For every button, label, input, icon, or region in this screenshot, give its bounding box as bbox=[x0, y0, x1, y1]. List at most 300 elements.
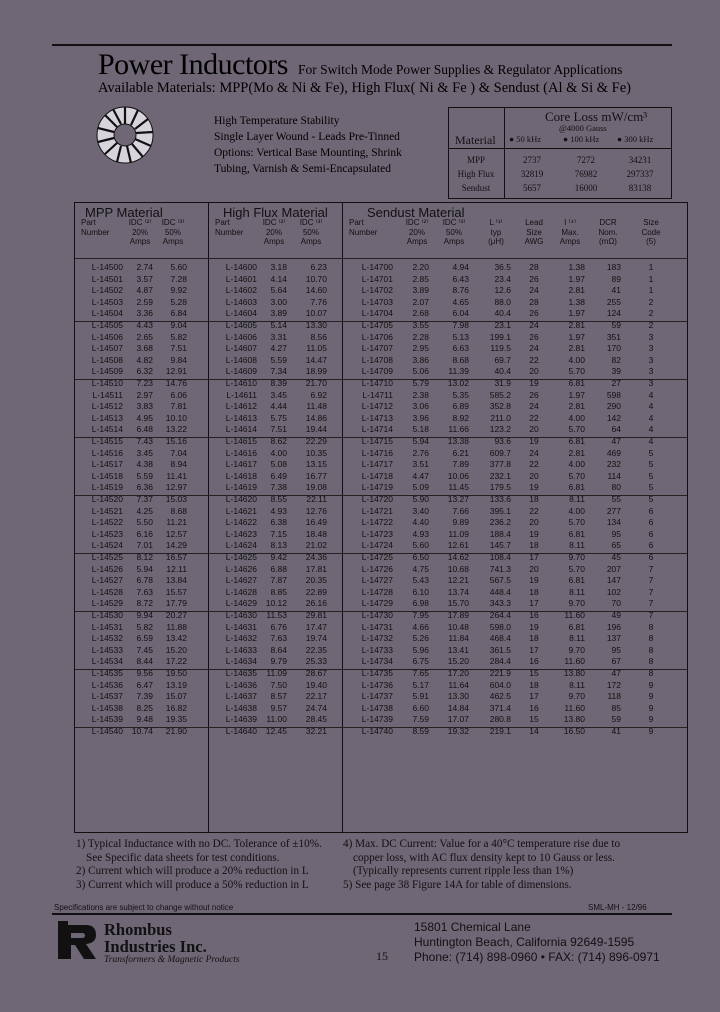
cell-sd-idc20: 5.91 bbox=[412, 691, 429, 702]
col-header-line: DCR bbox=[599, 218, 617, 227]
cell-inductance: 236.2 bbox=[489, 517, 511, 528]
cell-inductance: 585.2 bbox=[489, 389, 511, 400]
cell-mpp-idc20: 8.44 bbox=[136, 656, 153, 667]
cell-size-code: 1 bbox=[648, 285, 654, 296]
cell-dcr: 55 bbox=[611, 494, 621, 504]
cell-hf-idc20: 7.87 bbox=[270, 575, 287, 586]
cell-dcr: 207 bbox=[606, 563, 621, 574]
cell-dcr: 598 bbox=[606, 389, 621, 400]
cell-mpp-idc20: 4.87 bbox=[136, 285, 153, 296]
cell-mpp-idc20: 4.43 bbox=[136, 320, 153, 330]
cell-hf-idc50: 11.05 bbox=[306, 343, 327, 354]
cell-hf-idc20: 8.13 bbox=[270, 540, 287, 551]
cell-mpp-part: L-14510 bbox=[91, 378, 123, 388]
col-header-line: Amps bbox=[300, 237, 322, 246]
cell-size-code: 5 bbox=[648, 459, 654, 470]
cell-sd-part: L-14739 bbox=[361, 714, 393, 725]
cell-dcr: 82 bbox=[611, 354, 621, 365]
cell-sd-part: L-14700 bbox=[361, 262, 393, 272]
cell-mpp-part: L-14524 bbox=[91, 540, 123, 551]
cell-hf-idc50: 12.76 bbox=[305, 505, 327, 516]
footnote: See Specific data sheets for test conditions. bbox=[86, 851, 280, 864]
cell-mpp-part: L-14505 bbox=[91, 320, 123, 330]
cell-dcr: 47 bbox=[611, 436, 621, 446]
cell-lead-awg: 24 bbox=[529, 447, 539, 458]
cell-max-amps: 1.97 bbox=[568, 331, 585, 342]
cell-max-amps: 1.38 bbox=[568, 296, 585, 307]
feature-list bbox=[214, 113, 402, 177]
cell-mpp-idc20: 5.82 bbox=[136, 621, 153, 632]
cell-hf-idc50: 10.07 bbox=[305, 308, 327, 319]
cell-mpp-part: L-14538 bbox=[91, 702, 123, 713]
top-rule bbox=[52, 44, 672, 46]
cell-hf-idc50: 22.11 bbox=[306, 494, 327, 504]
company-address bbox=[414, 920, 660, 965]
cell-sd-idc20: 8.59 bbox=[412, 726, 429, 736]
cell-sd-part: L-14734 bbox=[361, 656, 393, 667]
cell-hf-idc50: 19.40 bbox=[305, 679, 327, 690]
cell-mpp-part: L-14528 bbox=[91, 586, 123, 597]
cell-hf-part: L-14613 bbox=[225, 412, 257, 423]
cell-sd-idc50: 11.66 bbox=[448, 424, 469, 435]
feature-item: Tubing, Varnish & Semi-Encapsulated bbox=[214, 163, 391, 175]
cell-max-amps: 2.81 bbox=[568, 320, 585, 330]
cell-lead-awg: 18 bbox=[529, 679, 539, 690]
cell-hf-idc20: 5.14 bbox=[270, 320, 287, 330]
cell-lead-awg: 22 bbox=[529, 459, 539, 470]
cell-hf-idc20: 4.44 bbox=[270, 401, 287, 412]
cell-sd-idc50: 13.38 bbox=[447, 436, 469, 446]
col-header-line: (5) bbox=[646, 237, 656, 246]
page-title bbox=[98, 48, 622, 82]
col-header-line: IDC ⁽³⁾ bbox=[442, 218, 466, 227]
cell-mpp-idc20: 2.65 bbox=[136, 331, 153, 342]
cell-hf-idc50: 18.48 bbox=[305, 528, 327, 539]
cell-mpp-idc50: 9.04 bbox=[170, 320, 187, 330]
cell-hf-idc20: 3.45 bbox=[270, 389, 287, 400]
cell-sd-idc20: 5.43 bbox=[412, 575, 429, 586]
cell-mpp-part: L-14514 bbox=[91, 424, 123, 435]
cell-mpp-idc50: 11.41 bbox=[166, 470, 187, 481]
cell-max-amps: 2.81 bbox=[568, 285, 585, 296]
cell-dcr: 232 bbox=[606, 459, 621, 470]
col-header-idc-20 bbox=[255, 218, 293, 247]
cell-hf-idc20: 9.79 bbox=[270, 656, 287, 667]
core-loss-row bbox=[449, 182, 671, 194]
cell-sd-idc50: 15.70 bbox=[447, 598, 469, 609]
cell-sd-idc20: 3.55 bbox=[412, 320, 429, 330]
cell-mpp-idc50: 8.68 bbox=[170, 505, 187, 516]
cell-mpp-idc50: 13.42 bbox=[165, 633, 187, 644]
cell-sd-part: L-14707 bbox=[361, 343, 393, 354]
cell-sd-part: L-14711 bbox=[362, 389, 393, 400]
cell-mpp-part: L-14527 bbox=[91, 575, 123, 586]
cell-mpp-idc20: 2.97 bbox=[136, 389, 153, 400]
cell-lead-awg: 19 bbox=[529, 621, 539, 632]
cell-hf-idc20: 7.34 bbox=[270, 366, 287, 377]
cell-inductance: 133.6 bbox=[489, 494, 511, 504]
cell-mpp-part: L-14513 bbox=[91, 412, 123, 423]
col-header-line: Size bbox=[526, 227, 542, 237]
cell-hf-part: L-14626 bbox=[225, 563, 257, 574]
cell-inductance: 31.9 bbox=[494, 378, 511, 388]
cell-hf-idc20: 4.14 bbox=[270, 273, 287, 284]
cell-hf-idc50: 11.48 bbox=[306, 401, 327, 412]
cell-sd-part: L-14723 bbox=[361, 528, 393, 539]
cell-sd-idc20: 2.76 bbox=[412, 447, 429, 458]
cell-hf-part: L-14625 bbox=[225, 552, 257, 562]
cell-hf-idc50: 10.35 bbox=[305, 447, 327, 458]
cell-lead-awg: 24 bbox=[529, 285, 539, 296]
cell-sd-idc20: 5.94 bbox=[412, 436, 429, 446]
cell-hf-idc50: 16.77 bbox=[305, 470, 327, 481]
cell-hf-idc50: 10.70 bbox=[305, 273, 327, 284]
freq-300khz: ● 300 kHz bbox=[617, 134, 654, 144]
cell-inductance: 343.3 bbox=[489, 598, 511, 609]
cell-hf-part: L-14612 bbox=[225, 401, 257, 412]
cell-hf-idc20: 8.64 bbox=[270, 644, 287, 655]
col-header-line: (μH) bbox=[488, 237, 504, 246]
cell-sd-idc50: 4.94 bbox=[452, 262, 469, 272]
highflux-section-title: High Flux Material bbox=[223, 205, 328, 220]
cell-lead-awg: 19 bbox=[529, 436, 539, 446]
cell-hf-idc50: 7.76 bbox=[310, 296, 327, 307]
cell-sd-idc20: 5.79 bbox=[412, 378, 429, 388]
cell-sd-idc20: 3.40 bbox=[412, 505, 429, 516]
cell-dcr: 27 bbox=[611, 378, 621, 388]
cell-mpp-part: L-14535 bbox=[91, 668, 123, 678]
cell-hf-idc50: 17.47 bbox=[305, 621, 327, 632]
cell-hf-idc20: 7.63 bbox=[270, 633, 287, 644]
cell-sd-idc20: 7.59 bbox=[412, 714, 429, 725]
cell-size-code: 6 bbox=[648, 505, 654, 516]
cell-size-code: 6 bbox=[648, 517, 654, 528]
cell-dcr: 183 bbox=[606, 262, 621, 272]
cell-lead-awg: 19 bbox=[529, 482, 539, 493]
cell-hf-part: L-14617 bbox=[225, 459, 257, 470]
cell-sd-idc50: 19.32 bbox=[447, 726, 469, 736]
cell-mpp-idc20: 9.94 bbox=[136, 610, 153, 620]
cell-sd-idc20: 5.18 bbox=[412, 424, 429, 435]
cell-sd-part: L-14736 bbox=[361, 679, 393, 690]
cell-hf-idc20: 8.57 bbox=[270, 691, 287, 702]
cell-size-code: 7 bbox=[648, 610, 654, 620]
cell-size-code: 2 bbox=[648, 320, 654, 330]
cell-hf-part: L-14630 bbox=[225, 610, 257, 620]
col-header-line: IDC ⁽³⁾ bbox=[299, 218, 323, 227]
cell-hf-part: L-14640 bbox=[225, 726, 257, 736]
cell-hf-part: L-14603 bbox=[225, 296, 257, 307]
cell-mpp-idc50: 5.60 bbox=[170, 262, 187, 272]
cell-size-code: 9 bbox=[648, 714, 654, 725]
col-header-inductance bbox=[475, 218, 517, 247]
cell-sd-idc50: 9.89 bbox=[452, 517, 469, 528]
cell-size-code: 8 bbox=[648, 621, 654, 632]
cell-hf-part: L-14609 bbox=[225, 366, 257, 377]
cell-mpp-idc50: 14.76 bbox=[165, 378, 187, 388]
cell-sd-part: L-14713 bbox=[361, 412, 393, 423]
cell-max-amps: 1.97 bbox=[568, 389, 585, 400]
footnote: 4) Max. DC Current: Value for a 40°C temperature rise due to bbox=[343, 838, 621, 850]
phone-fax: Phone: (714) 898-0960 • FAX: (714) 896-0971 bbox=[414, 950, 660, 964]
core-loss-value: 297337 bbox=[626, 169, 654, 179]
cell-mpp-idc50: 11.21 bbox=[166, 517, 187, 528]
cell-mpp-idc20: 7.45 bbox=[136, 644, 153, 655]
cell-mpp-idc50: 13.22 bbox=[165, 424, 187, 435]
cell-sd-part: L-14737 bbox=[361, 691, 393, 702]
cell-mpp-idc20: 3.57 bbox=[136, 273, 153, 284]
cell-sd-idc20: 4.75 bbox=[412, 563, 429, 574]
cell-mpp-idc50: 12.91 bbox=[165, 366, 187, 377]
cell-mpp-idc20: 3.83 bbox=[136, 401, 153, 412]
company-slogan: Transformers & Magnetic Products bbox=[104, 955, 240, 965]
cell-sd-idc50: 12.21 bbox=[447, 575, 469, 586]
cell-sd-idc20: 6.75 bbox=[412, 656, 429, 667]
cell-hf-idc50: 13.15 bbox=[305, 459, 327, 470]
cell-sd-part: L-14719 bbox=[361, 482, 393, 493]
cell-inductance: 23.1 bbox=[494, 320, 511, 330]
cell-sd-part: L-14731 bbox=[361, 621, 393, 632]
cell-mpp-idc50: 13.19 bbox=[165, 679, 187, 690]
cell-inductance: 69.7 bbox=[494, 354, 511, 365]
cell-inductance: 280.8 bbox=[489, 714, 511, 725]
cell-mpp-idc20: 4.82 bbox=[136, 354, 153, 365]
core-loss-material: High Flux bbox=[457, 169, 495, 179]
core-loss-frequencies bbox=[509, 134, 671, 144]
cell-mpp-idc50: 6.84 bbox=[170, 308, 187, 319]
cell-lead-awg: 26 bbox=[529, 389, 539, 400]
cell-dcr: 255 bbox=[606, 296, 621, 307]
cell-dcr: 41 bbox=[611, 285, 621, 296]
col-header-line: Amps bbox=[559, 237, 581, 246]
cell-size-code: 2 bbox=[648, 296, 654, 307]
cell-mpp-part: L-14532 bbox=[91, 633, 123, 644]
cell-lead-awg: 22 bbox=[529, 412, 539, 423]
col-header-line: 20% bbox=[265, 227, 282, 237]
cell-hf-part: L-14636 bbox=[225, 679, 257, 690]
company-line-2: Industries Inc. bbox=[104, 937, 207, 956]
cell-dcr: 134 bbox=[606, 517, 621, 528]
cell-hf-idc50: 6.23 bbox=[310, 262, 327, 272]
core-loss-material-label: Material bbox=[455, 133, 496, 147]
cell-inductance: 211.0 bbox=[490, 412, 511, 423]
cell-inductance: 93.6 bbox=[494, 436, 511, 446]
cell-size-code: 6 bbox=[648, 552, 654, 562]
cell-dcr: 70 bbox=[611, 598, 621, 609]
cell-inductance: 221.9 bbox=[489, 668, 511, 678]
cell-inductance: 448.4 bbox=[489, 586, 511, 597]
cell-mpp-idc50: 7.51 bbox=[170, 343, 187, 354]
core-loss-value: 83138 bbox=[628, 183, 652, 193]
cell-max-amps: 4.00 bbox=[568, 354, 585, 365]
cell-max-amps: 9.70 bbox=[568, 598, 585, 609]
cell-hf-idc20: 8.85 bbox=[270, 586, 287, 597]
cell-dcr: 124 bbox=[606, 308, 621, 319]
col-header-line: Nom. bbox=[598, 227, 618, 237]
mpp-section-title: MPP Material bbox=[85, 205, 163, 220]
cell-inductance: 108.4 bbox=[489, 552, 511, 562]
cell-hf-idc20: 6.38 bbox=[270, 517, 287, 528]
section-divider bbox=[342, 203, 343, 832]
cell-lead-awg: 16 bbox=[529, 702, 539, 713]
cell-dcr: 118 bbox=[607, 691, 621, 702]
cell-hf-idc50: 14.60 bbox=[305, 285, 327, 296]
cell-inductance: 468.4 bbox=[489, 633, 511, 644]
cell-sd-idc50: 17.89 bbox=[447, 610, 469, 620]
cell-dcr: 67 bbox=[611, 656, 621, 667]
cell-sd-idc50: 11.39 bbox=[448, 366, 469, 377]
cell-mpp-idc20: 5.50 bbox=[136, 517, 153, 528]
cell-max-amps: 11.60 bbox=[564, 610, 585, 620]
cell-max-amps: 9.70 bbox=[568, 644, 585, 655]
cell-sd-idc50: 11.09 bbox=[448, 528, 469, 539]
footnote: 1) Typical Inductance with no DC. Tolerance of ±10%. bbox=[76, 838, 322, 850]
cell-sd-part: L-14735 bbox=[361, 668, 393, 678]
cell-mpp-part: L-14526 bbox=[91, 563, 123, 574]
core-loss-value: 76982 bbox=[574, 169, 598, 179]
col-header-line: 50% bbox=[302, 227, 319, 237]
cell-sd-idc50: 4.65 bbox=[452, 296, 469, 307]
cell-hf-part: L-14622 bbox=[225, 517, 257, 528]
cell-sd-idc50: 17.07 bbox=[447, 714, 469, 725]
cell-hf-idc50: 29.81 bbox=[305, 610, 327, 620]
cell-sd-idc20: 3.96 bbox=[412, 412, 429, 423]
cell-hf-idc20: 9.42 bbox=[270, 552, 287, 562]
cell-size-code: 4 bbox=[648, 412, 654, 423]
cell-mpp-idc50: 15.03 bbox=[165, 494, 187, 504]
cell-sd-part: L-14738 bbox=[361, 702, 393, 713]
cell-dcr: 80 bbox=[611, 482, 621, 493]
cell-hf-idc20: 12.45 bbox=[265, 726, 287, 736]
footnote: 2) Current which will produce a 20% reduction in L bbox=[76, 865, 309, 878]
cell-dcr: 147 bbox=[606, 575, 621, 586]
cell-sd-idc20: 4.40 bbox=[412, 517, 429, 528]
cell-hf-idc50: 22.35 bbox=[305, 644, 327, 655]
cell-mpp-idc20: 5.94 bbox=[136, 563, 153, 574]
cell-mpp-idc50: 21.90 bbox=[165, 726, 187, 736]
cell-sd-idc20: 2.95 bbox=[412, 343, 429, 354]
cell-max-amps: 5.70 bbox=[568, 563, 585, 574]
cell-mpp-idc20: 6.48 bbox=[136, 424, 153, 435]
cell-size-code: 5 bbox=[648, 470, 654, 481]
cell-sd-idc20: 2.38 bbox=[412, 389, 429, 400]
cell-mpp-idc20: 2.74 bbox=[136, 262, 153, 272]
cell-sd-idc50: 6.21 bbox=[452, 447, 469, 458]
cell-mpp-idc50: 12.57 bbox=[165, 528, 187, 539]
cell-max-amps: 4.00 bbox=[568, 505, 585, 516]
cell-max-amps: 11.60 bbox=[564, 656, 585, 667]
cell-lead-awg: 24 bbox=[529, 343, 539, 354]
cell-sd-idc50: 13.02 bbox=[447, 378, 469, 388]
cell-lead-awg: 20 bbox=[529, 366, 539, 377]
core-loss-title: Core Loss mW/cm³ bbox=[545, 109, 648, 124]
cell-inductance: 145.7 bbox=[489, 540, 511, 551]
cell-lead-awg: 19 bbox=[529, 575, 539, 586]
cell-mpp-idc50: 15.20 bbox=[165, 644, 187, 655]
col-header-line: Code bbox=[641, 227, 661, 237]
col-header-line: 50% bbox=[164, 227, 181, 237]
cell-size-code: 4 bbox=[648, 389, 654, 400]
cell-mpp-idc20: 10.74 bbox=[131, 726, 153, 736]
cell-dcr: 47 bbox=[611, 668, 621, 678]
cell-sd-idc20: 3.86 bbox=[412, 354, 429, 365]
company-line-1: Rhombus bbox=[104, 920, 172, 939]
cell-mpp-idc20: 9.56 bbox=[136, 668, 153, 678]
cell-lead-awg: 22 bbox=[529, 354, 539, 365]
cell-dcr: 45 bbox=[611, 552, 621, 562]
cell-mpp-idc50: 9.92 bbox=[170, 285, 187, 296]
cell-hf-idc50: 17.81 bbox=[305, 563, 327, 574]
cell-size-code: 5 bbox=[648, 482, 654, 493]
cell-lead-awg: 26 bbox=[529, 308, 539, 319]
cell-inductance: 377.8 bbox=[489, 459, 511, 470]
cell-sd-part: L-14721 bbox=[361, 505, 393, 516]
cell-mpp-idc50: 15.57 bbox=[165, 586, 187, 597]
cell-sd-idc20: 5.17 bbox=[412, 679, 429, 690]
cell-max-amps: 8.11 bbox=[569, 540, 585, 551]
cell-size-code: 5 bbox=[648, 494, 654, 504]
cell-hf-idc20: 5.75 bbox=[270, 412, 287, 423]
cell-dcr: 59 bbox=[611, 320, 621, 330]
cell-lead-awg: 15 bbox=[529, 668, 539, 678]
cell-size-code: 7 bbox=[648, 598, 654, 609]
cell-mpp-idc20: 6.16 bbox=[136, 528, 153, 539]
cell-dcr: 196 bbox=[606, 621, 621, 632]
cell-size-code: 8 bbox=[648, 668, 654, 678]
core-loss-row bbox=[449, 154, 671, 166]
cell-size-code: 8 bbox=[648, 633, 654, 644]
cell-hf-idc50: 22.29 bbox=[305, 436, 327, 446]
cell-mpp-idc20: 7.01 bbox=[136, 540, 153, 551]
cell-sd-idc20: 5.06 bbox=[412, 366, 429, 377]
cell-max-amps: 6.81 bbox=[568, 575, 585, 586]
cell-hf-part: L-14611 bbox=[226, 389, 257, 400]
cell-lead-awg: 24 bbox=[529, 320, 539, 330]
cell-sd-part: L-14704 bbox=[361, 308, 393, 319]
cell-sd-idc50: 8.68 bbox=[452, 354, 469, 365]
cell-sd-idc20: 7.95 bbox=[412, 610, 429, 620]
cell-hf-idc20: 4.00 bbox=[270, 447, 287, 458]
cell-sd-idc20: 2.85 bbox=[412, 273, 429, 284]
cell-size-code: 4 bbox=[648, 401, 654, 412]
cell-max-amps: 6.81 bbox=[568, 436, 585, 446]
section-divider bbox=[208, 203, 209, 832]
cell-sd-idc20: 5.26 bbox=[412, 633, 429, 644]
cell-sd-idc20: 4.66 bbox=[412, 621, 429, 632]
cell-sd-idc20: 6.10 bbox=[412, 586, 429, 597]
cell-size-code: 3 bbox=[648, 378, 654, 388]
cell-mpp-idc20: 6.47 bbox=[136, 679, 153, 690]
footnote: (Typically represents current ripple less than 1%) bbox=[353, 865, 574, 878]
cell-mpp-part: L-14506 bbox=[91, 331, 123, 342]
core-loss-gauss: @4000 Gauss bbox=[559, 123, 607, 133]
cell-mpp-part: L-14530 bbox=[91, 610, 123, 620]
header-rule bbox=[75, 258, 687, 259]
col-header-size-code bbox=[625, 218, 677, 247]
cell-sd-idc20: 2.28 bbox=[412, 331, 429, 342]
available-materials: Available Materials: MPP(Mo & Ni & Fe), High Flux( Ni & Fe ) & Sendust (Al & Si & Fe) bbox=[98, 80, 631, 96]
cell-sd-part: L-14702 bbox=[361, 285, 393, 296]
cell-sd-part: L-14717 bbox=[361, 459, 393, 470]
cell-sd-idc50: 13.27 bbox=[447, 494, 469, 504]
cell-mpp-idc20: 9.48 bbox=[136, 714, 153, 725]
cell-hf-part: L-14631 bbox=[225, 621, 257, 632]
col-header-line: Amps bbox=[263, 237, 285, 246]
cell-lead-awg: 18 bbox=[529, 494, 539, 504]
cell-hf-part: L-14628 bbox=[225, 586, 257, 597]
cell-dcr: 290 bbox=[606, 401, 621, 412]
cell-size-code: 1 bbox=[648, 273, 654, 284]
